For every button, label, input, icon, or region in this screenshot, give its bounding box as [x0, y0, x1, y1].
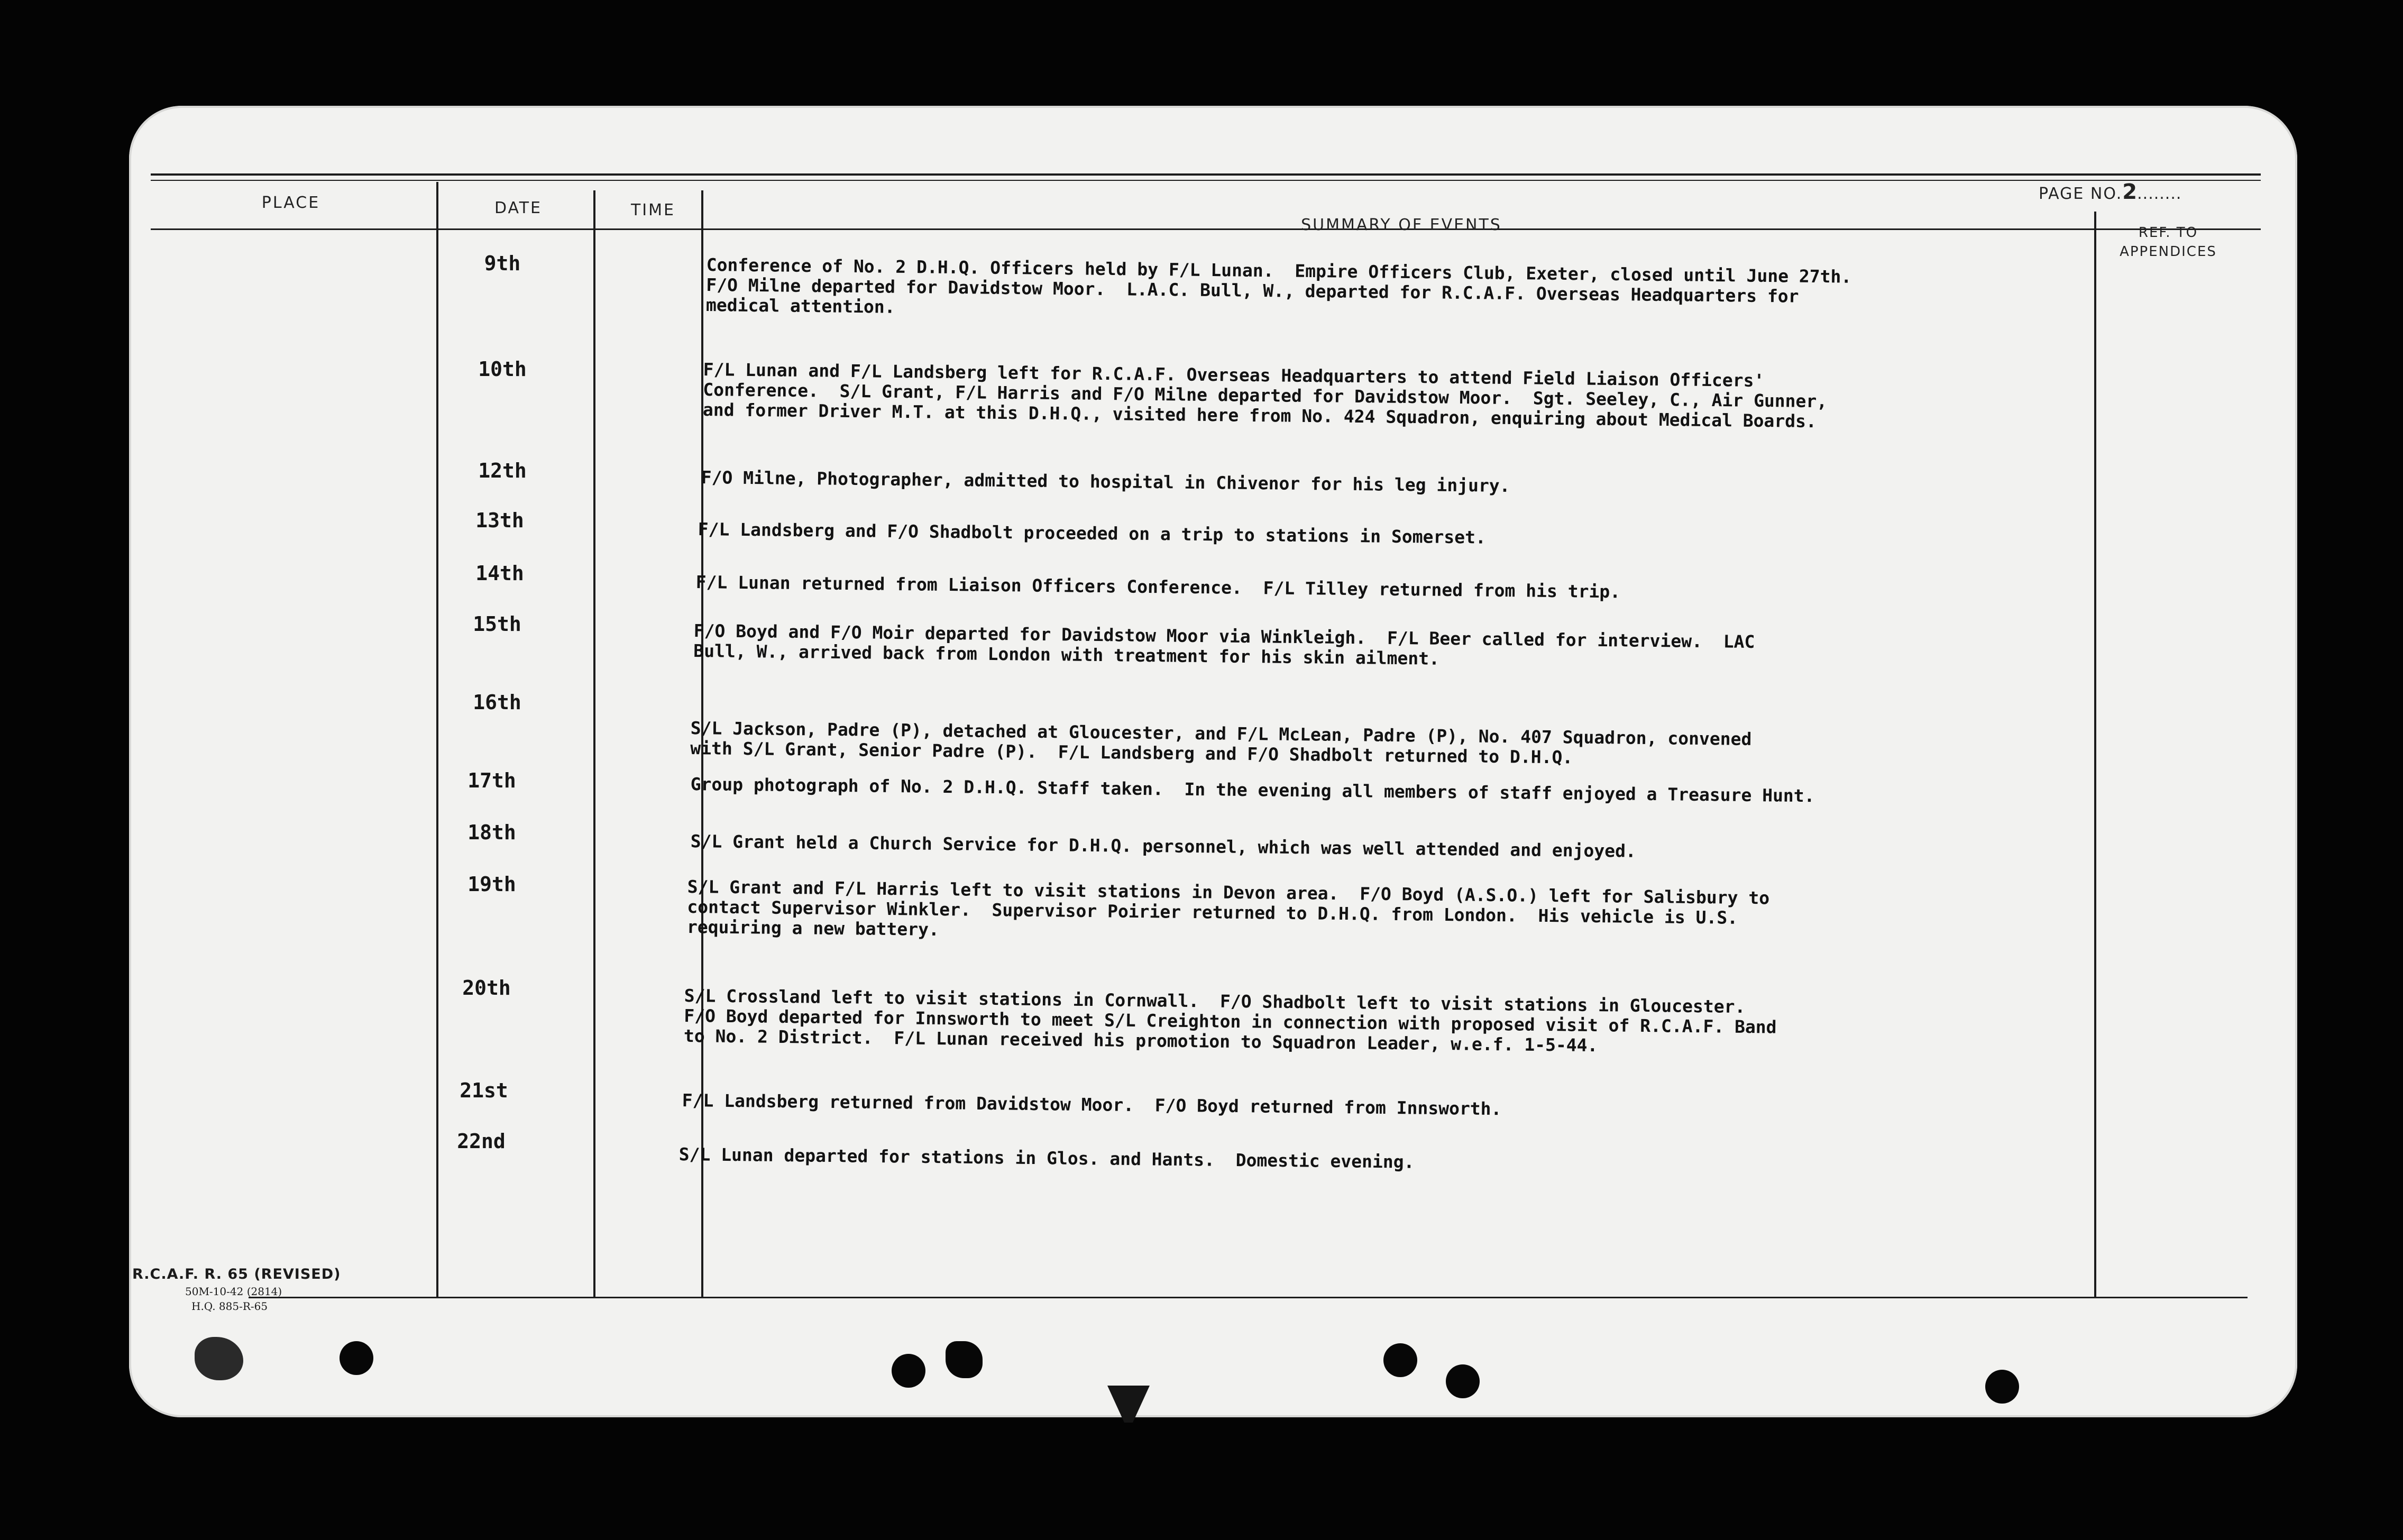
date-cell: 15th [473, 612, 521, 636]
header-rule [151, 228, 2261, 230]
punch-hole [1985, 1370, 2019, 1404]
date-time-divider [593, 190, 595, 1297]
form-hq-code: H.Q. 885-R-65 [191, 1300, 268, 1313]
date-cell: 21st [460, 1079, 508, 1102]
top-rule-2 [151, 180, 2261, 181]
event-entry: F/L Landsberg and F/O Shadbolt proceeded on a trip to stations in Somerset. [698, 519, 1487, 548]
date-cell: 13th [475, 509, 524, 532]
form-number: R.C.A.F. R. 65 (REVISED) [132, 1266, 341, 1282]
ref-appendices-header: REF. TO APPENDICES [2120, 225, 2217, 260]
bottom-rule [249, 1297, 2248, 1298]
event-entry: S/L Grant and F/L Harris left to visit stations in Devon area. F/O Boyd (A.S.O.) left for Salisbury to contact Supervisor Winkler. Supervisor Poirier returned to D.H.Q. from London. His vehicle is U.S. requiring a new battery. [686, 876, 1770, 940]
page-number-label [2039, 180, 2181, 204]
time-header: TIME [630, 201, 675, 219]
event-entry: F/L Landsberg returned from Davidstow Moor. F/O Boyd returned from Innsworth. [682, 1090, 1502, 1120]
form-code: 50M-10-42 (2814) [185, 1285, 282, 1298]
event-entry: S/L Jackson, Padre (P), detached at Gloucester, and F/L McLean, Padre (P), No. 407 Squadron, convened with S/L Grant, Senior Padre (P). F/L Landsberg and F/O Shadbolt returned to D.H.Q. [690, 718, 1752, 768]
place-header: PLACE [261, 194, 320, 212]
page-label: PAGE NO. [2039, 185, 2123, 203]
punch-hole [340, 1341, 373, 1375]
event-entry: S/L Grant held a Church Service for D.H.Q. personnel, which was well attended and enjoyed. [690, 831, 1637, 861]
date-cell: 19th [467, 873, 516, 896]
page-number: 2 [2122, 180, 2138, 204]
event-entry: S/L Lunan departed for stations in Glos. and Hants. Domestic evening. [678, 1144, 1415, 1172]
date-cell: 14th [475, 562, 524, 585]
date-cell: 12th [478, 459, 527, 482]
date-header: DATE [494, 199, 543, 217]
event-entry: F/L Lunan returned from Liaison Officers Conference. F/L Tilley returned from his trip. [695, 572, 1621, 602]
top-rule [151, 173, 2261, 176]
date-cell: 18th [467, 821, 516, 844]
event-entry: F/L Lunan and F/L Landsberg left for R.C.A.F. Overseas Headquarters to attend Field Liaison Officers' Conference. S/L Grant, F/L Harris and F/O Milne departed for Davidstow Moor. Sgt. Seeley, C., Air Gunner, and former Driver M.T. at this D.H.Q., visited here from No. 424 Squadron, enquiring about Medical Boards. [702, 359, 1828, 432]
punch-hole [1446, 1364, 1480, 1398]
event-entry: S/L Crossland left to visit stations in Cornwall. F/O Shadbolt left to visit stations in Gloucester. F/O Boyd departed for Innsworth to meet S/L Creighton in connection with proposed visit of R.C.A.F. Band to No. 2 District. F/L Lunan received his promotion to Squadron Leader, w.e.f. 1-5-44. [683, 985, 1777, 1056]
date-cell: 10th [478, 358, 527, 381]
date-cell: 17th [467, 769, 516, 792]
date-cell: 9th [484, 252, 521, 275]
date-cell: 16th [473, 691, 521, 714]
date-cell: 20th [462, 976, 511, 1000]
punch-hole [892, 1354, 925, 1388]
summary-header: SUMMARY OF EVENTS [1301, 216, 1502, 234]
page-dots: ........ [2137, 185, 2182, 203]
event-entry: Conference of No. 2 D.H.Q. Officers held by F/L Lunan. Empire Officers Club, Exeter, closed until June 27th. F/O Milne departed for Davidstow Moor. L.A.C. Bull, W., departed for R.C.A.F. Overseas Headquarters for medical attention. [705, 254, 1852, 317]
event-entry: F/O Boyd and F/O Moir departed for Davidstow Moor via Winkleigh. F/L Beer called for interview. LAC Bull, W., arrived back from London with treatment for his skin ailment. [693, 620, 1755, 669]
punch-hole [946, 1341, 983, 1378]
event-entry: F/O Milne, Photographer, admitted to hospital in Chivenor for his leg injury. [701, 467, 1510, 497]
event-entry: Group photograph of No. 2 D.H.Q. Staff taken. In the evening all members of staff enjoyed a Treasure Hunt. [690, 774, 1815, 806]
date-cell: 22nd [457, 1130, 506, 1153]
punch-hole [1383, 1343, 1417, 1377]
